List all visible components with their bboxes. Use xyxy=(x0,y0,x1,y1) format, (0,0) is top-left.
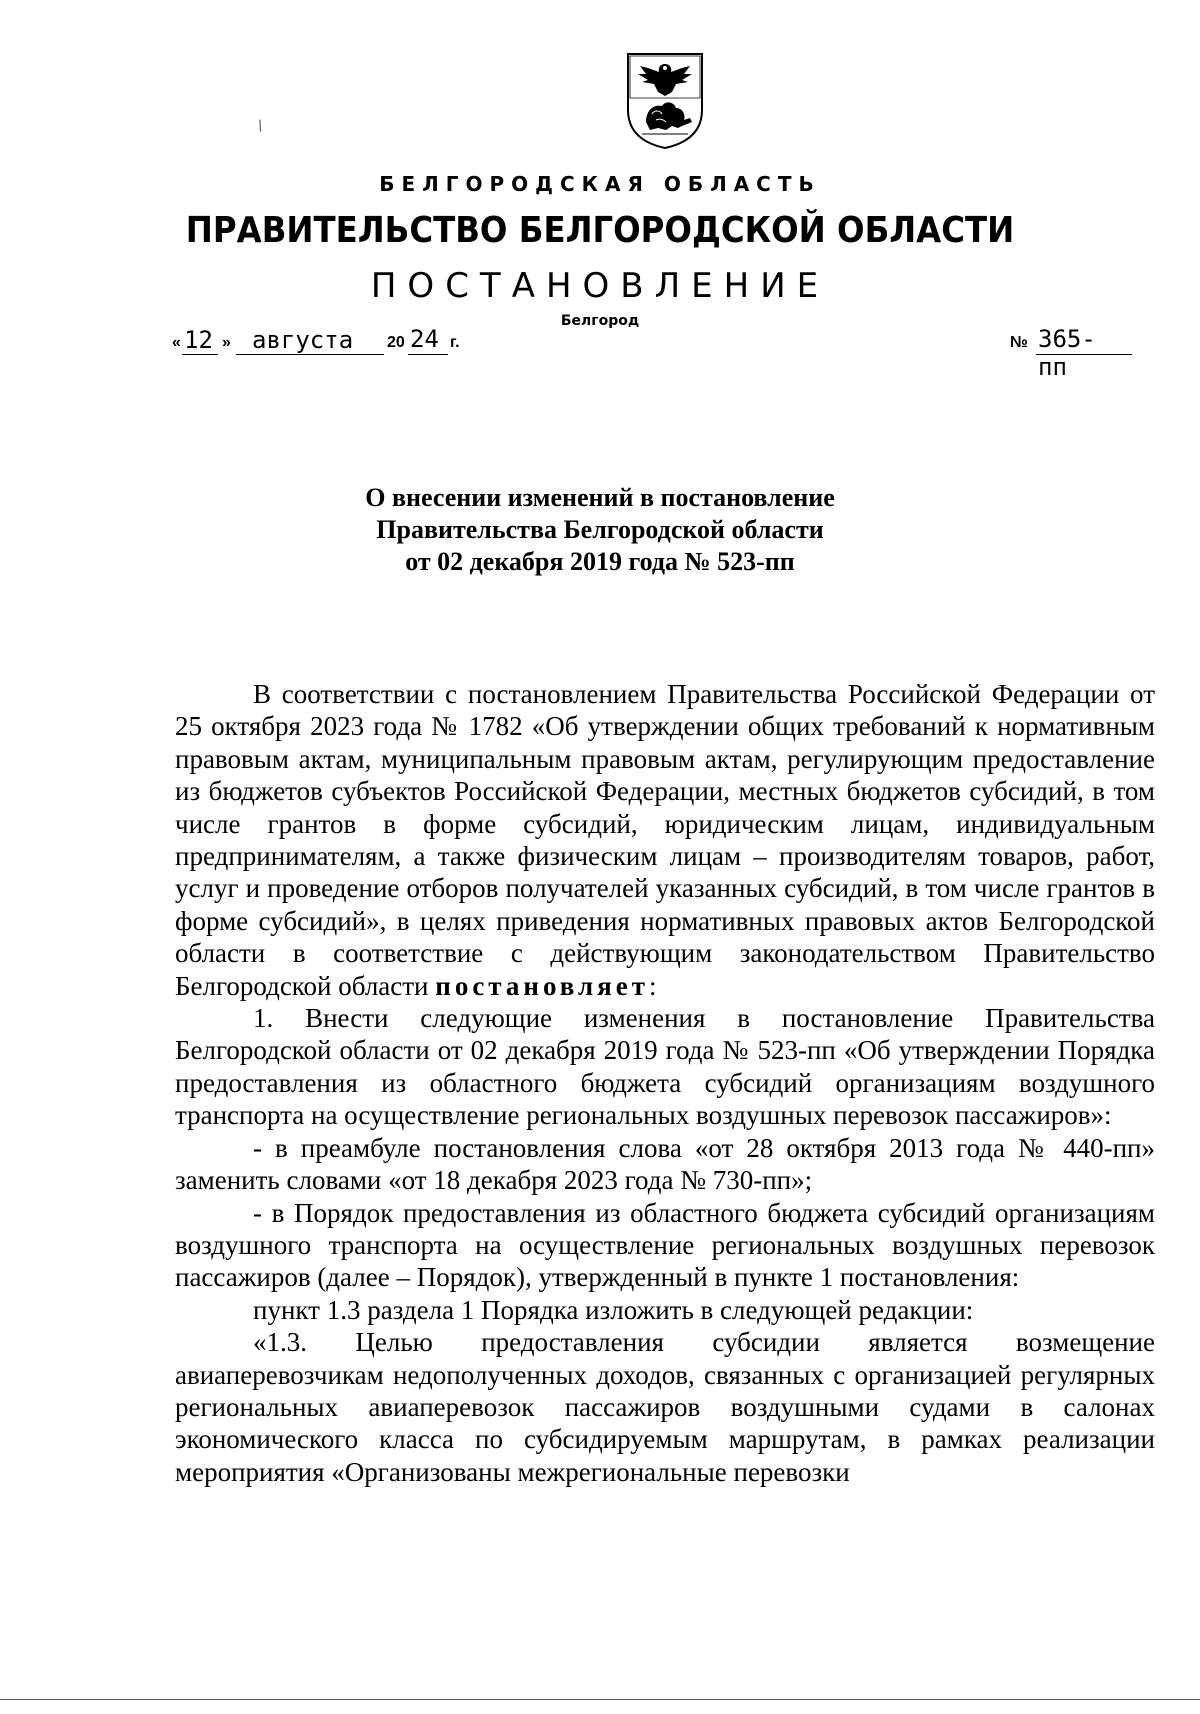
document-type: ПОСТАНОВЛЕНИЕ xyxy=(370,266,830,306)
date-line xyxy=(172,325,460,354)
government-name: ПРАВИТЕЛЬСТВО БЕЛГОРОДСКОЙ ОБЛАСТИ xyxy=(185,210,1015,251)
page-bottom-edge xyxy=(0,1699,1200,1700)
document-number: 365-пп xyxy=(1038,325,1096,381)
paragraph-point-1-3: пункт 1.3 раздела 1 Порядка изложить в следующей редакции: xyxy=(253,1294,974,1325)
city-name: Белгород xyxy=(560,313,640,329)
preamble-colon: : xyxy=(649,970,657,1001)
month-underline xyxy=(236,354,384,355)
number-underline xyxy=(1036,354,1132,355)
title-line-2: Правительства Белгородской области xyxy=(376,515,824,544)
open-quote: « xyxy=(172,334,181,351)
paragraph-preamble xyxy=(175,678,1155,1002)
year-underline xyxy=(408,354,448,355)
region-name: БЕЛГОРОДСКАЯ ОБЛАСТЬ xyxy=(379,172,821,196)
date-year: 24 xyxy=(410,325,439,353)
coat-of-arms-emblem xyxy=(620,48,710,152)
paragraph-new-text: «1.3. Целью предоставления субсидии является возмещение авиаперевозчикам недополученных доходов, связанных с организацией регулярных региональных авиаперевозок пассажиров воздушными судами в салонах экономического класса по субсидируемым маршрутам, в рамках реализации мероприятия «Организованы межрегиональные перевозки xyxy=(175,1327,1155,1487)
pen-mark: / xyxy=(255,117,266,135)
year-abbr: г. xyxy=(450,334,460,351)
paragraph-preamble-change: - в преамбуле постановления слова «от 28 октября 2013 года № 440-пп» заменить словами «от 18 декабря 2023 года № 730-пп»; xyxy=(175,1132,1155,1196)
number-line xyxy=(1010,325,1096,381)
preamble-decree-word: постановляет xyxy=(435,970,650,1001)
document-body xyxy=(175,678,1155,1488)
number-label: № xyxy=(1010,334,1028,351)
title-line-3: от 02 декабря 2019 года № 523-пп xyxy=(405,547,795,576)
document-title xyxy=(0,482,1200,578)
paragraph-order-change: - в Порядок предоставления из областного бюджета субсидий организациям воздушного транспорта на осуществление региональных воздушных перевозок пассажиров (далее – Порядок), утвержденный в пункте 1 постановления: xyxy=(175,1197,1155,1293)
title-line-1: О внесении изменений в постановление xyxy=(365,483,835,512)
day-underline xyxy=(182,354,218,355)
paragraph-item-1: 1. Внести следующие изменения в постановление Правительства Белгородской области от 02 декабря 2019 года № 523-пп «Об утверждении Порядка предоставления из областного бюджета субсидий организациям воздушного транспорта на осуществление региональных воздушных перевозок пассажиров»: xyxy=(175,1003,1155,1131)
date-month: августа xyxy=(252,326,354,354)
close-quote: » xyxy=(222,334,231,351)
preamble-text: В соответствии с постановлением Правительства Российской Федерации от 25 октября 2023 года № 1782 «Об утверждении общих требований к нормативным правовым актам, муниципальным правовым актам, регулирующим предоставление из бюджетов субъектов Российской Федерации, местных бюджетов субсидий, в том числе грантов в форме субсидий, юридическим лицам, индивидуальным предпринимателям, а также физическим лицам – производителям товаров, работ, услуг и проведение отборов получателей указанных субсидий, в том числе грантов в форме субсидий», в целях приведения нормативных правовых актов Белгородской области в соответствие с действующим законодательством Правительство Белгородской области xyxy=(175,679,1155,1001)
date-day: 12 xyxy=(184,326,213,354)
year-prefix: 20 xyxy=(387,334,405,351)
